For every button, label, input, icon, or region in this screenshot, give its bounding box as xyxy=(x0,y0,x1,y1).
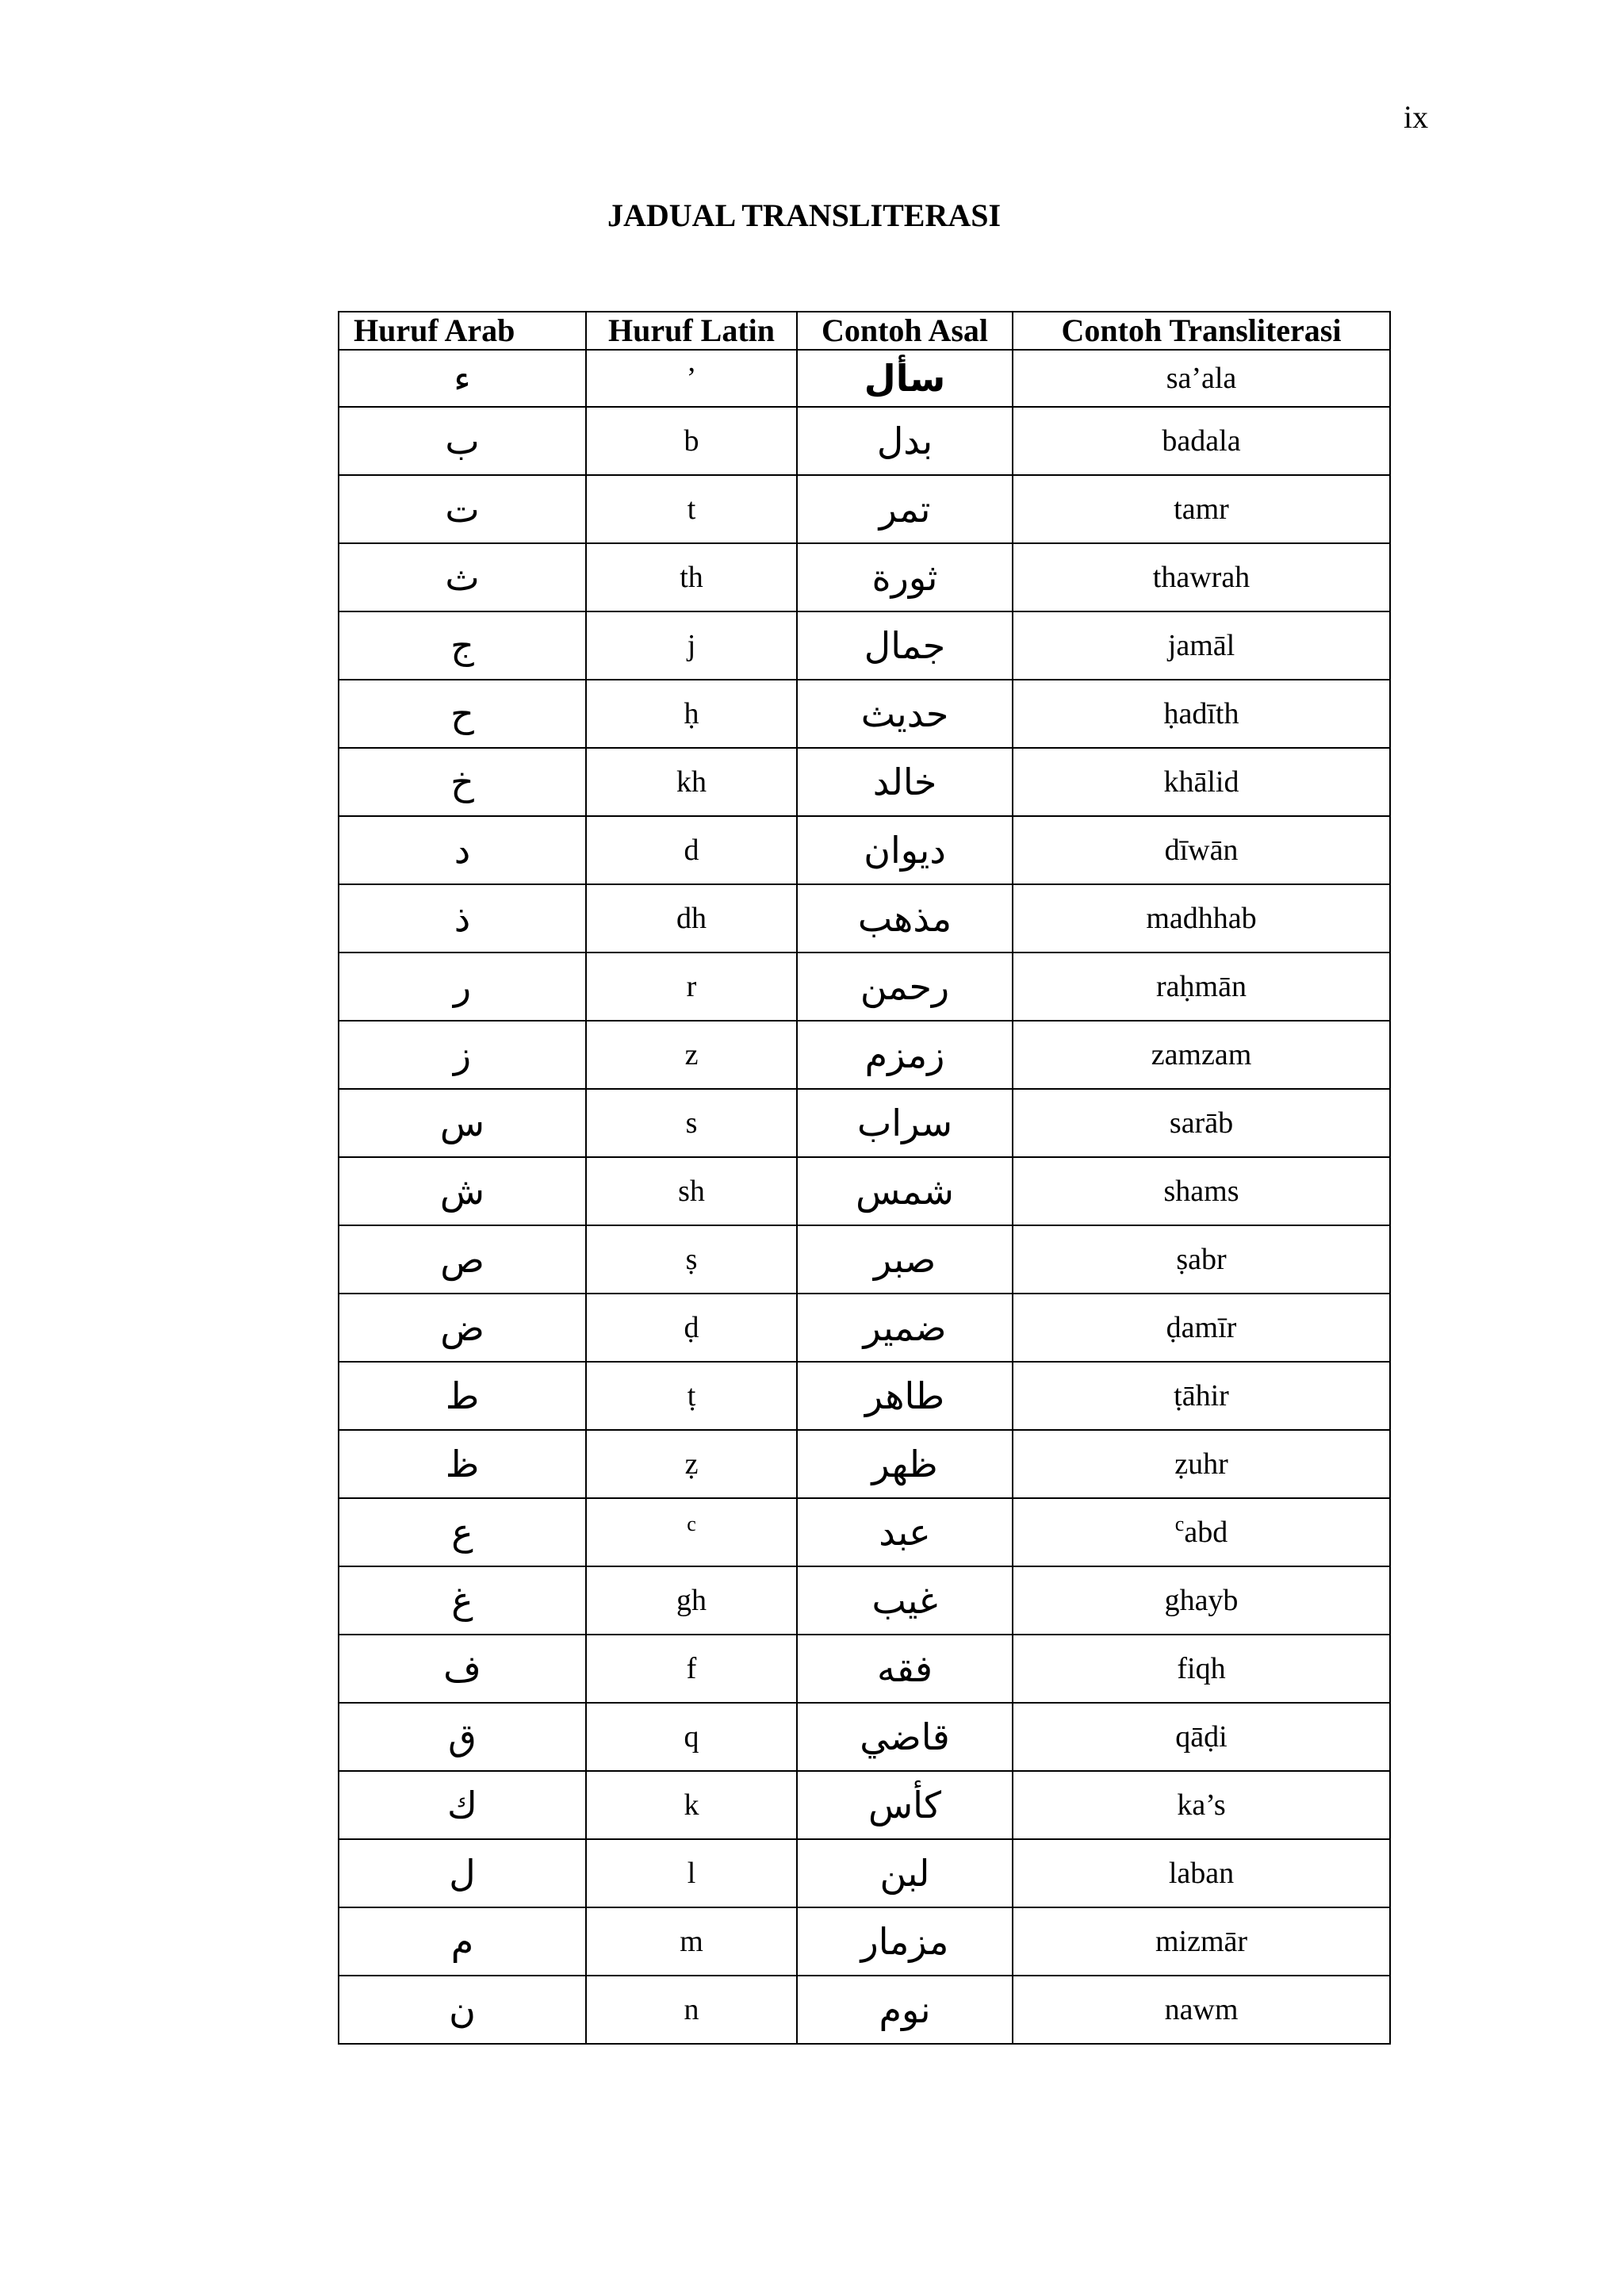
cell-huruf-arab: ص xyxy=(339,1225,586,1294)
cell-huruf-arab: ح xyxy=(339,680,586,748)
cell-contoh-transliterasi: jamāl xyxy=(1013,611,1390,680)
cell-huruf-latin: n xyxy=(586,1976,797,2044)
cell-contoh-asal: بدل xyxy=(797,407,1013,475)
table-row xyxy=(339,1430,1390,1498)
cell-contoh-transliterasi: ḍamīr xyxy=(1013,1294,1390,1362)
cell-huruf-arab: ش xyxy=(339,1157,586,1225)
table-row xyxy=(339,680,1390,748)
table-row xyxy=(339,748,1390,816)
table-row xyxy=(339,1157,1390,1225)
table-row xyxy=(339,1635,1390,1703)
cell-contoh-transliterasi: raḥmān xyxy=(1013,953,1390,1021)
cell-contoh-transliterasi: ṣabr xyxy=(1013,1225,1390,1294)
cell-huruf-latin: sh xyxy=(586,1157,797,1225)
ayn-mark: c xyxy=(1174,1512,1185,1535)
cell-huruf-latin: ṣ xyxy=(586,1225,797,1294)
cell-contoh-asal: قاضي xyxy=(797,1703,1013,1771)
cell-huruf-arab: د xyxy=(339,816,586,884)
cell-huruf-arab: ر xyxy=(339,953,586,1021)
cell-contoh-asal: فقه xyxy=(797,1635,1013,1703)
table-row xyxy=(339,1839,1390,1907)
cell-huruf-arab: ء xyxy=(339,350,586,407)
cell-huruf-arab: ظ xyxy=(339,1430,586,1498)
cell-huruf-arab: ث xyxy=(339,543,586,611)
table-row xyxy=(339,543,1390,611)
cell-contoh-asal: زمزم xyxy=(797,1021,1013,1089)
cell-contoh-asal: خالد xyxy=(797,748,1013,816)
table-row xyxy=(339,1294,1390,1362)
cell-contoh-asal: سأل xyxy=(797,350,1013,407)
header-huruf-latin: Huruf Latin xyxy=(586,312,797,350)
cell-huruf-latin xyxy=(586,1498,797,1566)
cell-huruf-arab: ز xyxy=(339,1021,586,1089)
cell-huruf-latin: m xyxy=(586,1907,797,1976)
cell-contoh-asal: غيب xyxy=(797,1566,1013,1635)
table-row xyxy=(339,1089,1390,1157)
cell-huruf-arab: غ xyxy=(339,1566,586,1635)
cell-contoh-transliterasi: ṭāhir xyxy=(1013,1362,1390,1430)
cell-huruf-latin: dh xyxy=(586,884,797,953)
cell-huruf-latin: t xyxy=(586,475,797,543)
cell-contoh-transliterasi: qāḍi xyxy=(1013,1703,1390,1771)
cell-huruf-arab: ن xyxy=(339,1976,586,2044)
cell-contoh-transliterasi: fiqh xyxy=(1013,1635,1390,1703)
table-row xyxy=(339,953,1390,1021)
cell-contoh-transliterasi: thawrah xyxy=(1013,543,1390,611)
cell-huruf-latin: d xyxy=(586,816,797,884)
header-contoh-asal: Contoh Asal xyxy=(797,312,1013,350)
table-header-row xyxy=(339,312,1390,350)
cell-huruf-latin: th xyxy=(586,543,797,611)
cell-contoh-asal: مذهب xyxy=(797,884,1013,953)
cell-contoh-transliterasi: sarāb xyxy=(1013,1089,1390,1157)
cell-contoh-asal: تمر xyxy=(797,475,1013,543)
cell-huruf-arab: ت xyxy=(339,475,586,543)
page-number: ix xyxy=(1404,99,1429,135)
table-row xyxy=(339,475,1390,543)
transliteration-table xyxy=(338,311,1391,2045)
cell-huruf-latin: j xyxy=(586,611,797,680)
cell-contoh-asal: جمال xyxy=(797,611,1013,680)
cell-huruf-latin: b xyxy=(586,407,797,475)
cell-contoh-asal: رحمن xyxy=(797,953,1013,1021)
transliteration-text: abd xyxy=(1184,1516,1228,1549)
cell-contoh-transliterasi: ḥadīth xyxy=(1013,680,1390,748)
table-row xyxy=(339,1703,1390,1771)
cell-huruf-arab: خ xyxy=(339,748,586,816)
cell-contoh-asal: طاهر xyxy=(797,1362,1013,1430)
cell-contoh-asal: ضمير xyxy=(797,1294,1013,1362)
header-huruf-arab: Huruf Arab xyxy=(339,312,586,350)
table-row xyxy=(339,1907,1390,1976)
cell-contoh-transliterasi: tamr xyxy=(1013,475,1390,543)
cell-huruf-arab: ط xyxy=(339,1362,586,1430)
cell-contoh-transliterasi: ghayb xyxy=(1013,1566,1390,1635)
table-body xyxy=(339,350,1390,2044)
cell-huruf-latin: gh xyxy=(586,1566,797,1635)
cell-huruf-latin: ḥ xyxy=(586,680,797,748)
cell-huruf-arab: ع xyxy=(339,1498,586,1566)
table-row xyxy=(339,1771,1390,1839)
cell-contoh-asal: شمس xyxy=(797,1157,1013,1225)
cell-huruf-arab: ج xyxy=(339,611,586,680)
cell-contoh-transliterasi: zamzam xyxy=(1013,1021,1390,1089)
table-row xyxy=(339,816,1390,884)
cell-huruf-latin: k xyxy=(586,1771,797,1839)
cell-contoh-transliterasi: nawm xyxy=(1013,1976,1390,2044)
ayn-mark: c xyxy=(687,1512,696,1535)
cell-contoh-transliterasi: madhhab xyxy=(1013,884,1390,953)
table-row xyxy=(339,350,1390,407)
cell-contoh-transliterasi: dīwān xyxy=(1013,816,1390,884)
cell-huruf-arab: ب xyxy=(339,407,586,475)
cell-contoh-transliterasi: sa’ala xyxy=(1013,350,1390,407)
cell-huruf-latin: z xyxy=(586,1021,797,1089)
cell-huruf-latin: r xyxy=(586,953,797,1021)
table-row xyxy=(339,884,1390,953)
cell-huruf-latin: ṭ xyxy=(586,1362,797,1430)
cell-huruf-arab: ق xyxy=(339,1703,586,1771)
cell-contoh-asal: ظهر xyxy=(797,1430,1013,1498)
cell-huruf-latin: f xyxy=(586,1635,797,1703)
cell-huruf-arab: ف xyxy=(339,1635,586,1703)
page-title: JADUAL TRANSLITERASI xyxy=(607,197,1002,233)
cell-contoh-asal: مزمار xyxy=(797,1907,1013,1976)
cell-huruf-arab: ك xyxy=(339,1771,586,1839)
cell-contoh-transliterasi: laban xyxy=(1013,1839,1390,1907)
cell-contoh-asal: عبد xyxy=(797,1498,1013,1566)
cell-contoh-transliterasi: badala xyxy=(1013,407,1390,475)
cell-huruf-latin: kh xyxy=(586,748,797,816)
cell-huruf-latin: s xyxy=(586,1089,797,1157)
table-row xyxy=(339,611,1390,680)
cell-contoh-asal: لبن xyxy=(797,1839,1013,1907)
cell-huruf-latin: ẓ xyxy=(586,1430,797,1498)
cell-huruf-arab: ذ xyxy=(339,884,586,953)
cell-huruf-latin: ’ xyxy=(586,350,797,407)
cell-contoh-transliterasi: ka’s xyxy=(1013,1771,1390,1839)
cell-contoh-asal: ثورة xyxy=(797,543,1013,611)
table-row xyxy=(339,1498,1390,1566)
header-contoh-transliterasi: Contoh Transliterasi xyxy=(1013,312,1390,350)
cell-contoh-transliterasi: khālid xyxy=(1013,748,1390,816)
cell-contoh-transliterasi: mizmār xyxy=(1013,1907,1390,1976)
cell-huruf-arab: م xyxy=(339,1907,586,1976)
cell-huruf-latin: ḍ xyxy=(586,1294,797,1362)
cell-contoh-asal: ديوان xyxy=(797,816,1013,884)
cell-contoh-asal: صبر xyxy=(797,1225,1013,1294)
cell-contoh-asal: حديث xyxy=(797,680,1013,748)
table-row xyxy=(339,407,1390,475)
table-row xyxy=(339,1225,1390,1294)
cell-huruf-arab: ل xyxy=(339,1839,586,1907)
cell-contoh-transliterasi xyxy=(1013,1498,1390,1566)
cell-contoh-asal: سراب xyxy=(797,1089,1013,1157)
cell-huruf-latin: l xyxy=(586,1839,797,1907)
cell-contoh-transliterasi: shams xyxy=(1013,1157,1390,1225)
table-row xyxy=(339,1566,1390,1635)
cell-contoh-transliterasi: ẓuhr xyxy=(1013,1430,1390,1498)
table-row xyxy=(339,1021,1390,1089)
cell-contoh-asal: كأس xyxy=(797,1771,1013,1839)
cell-huruf-latin: q xyxy=(586,1703,797,1771)
table-row xyxy=(339,1362,1390,1430)
cell-huruf-arab: ض xyxy=(339,1294,586,1362)
table-row xyxy=(339,1976,1390,2044)
cell-huruf-arab: س xyxy=(339,1089,586,1157)
cell-contoh-asal: نوم xyxy=(797,1976,1013,2044)
